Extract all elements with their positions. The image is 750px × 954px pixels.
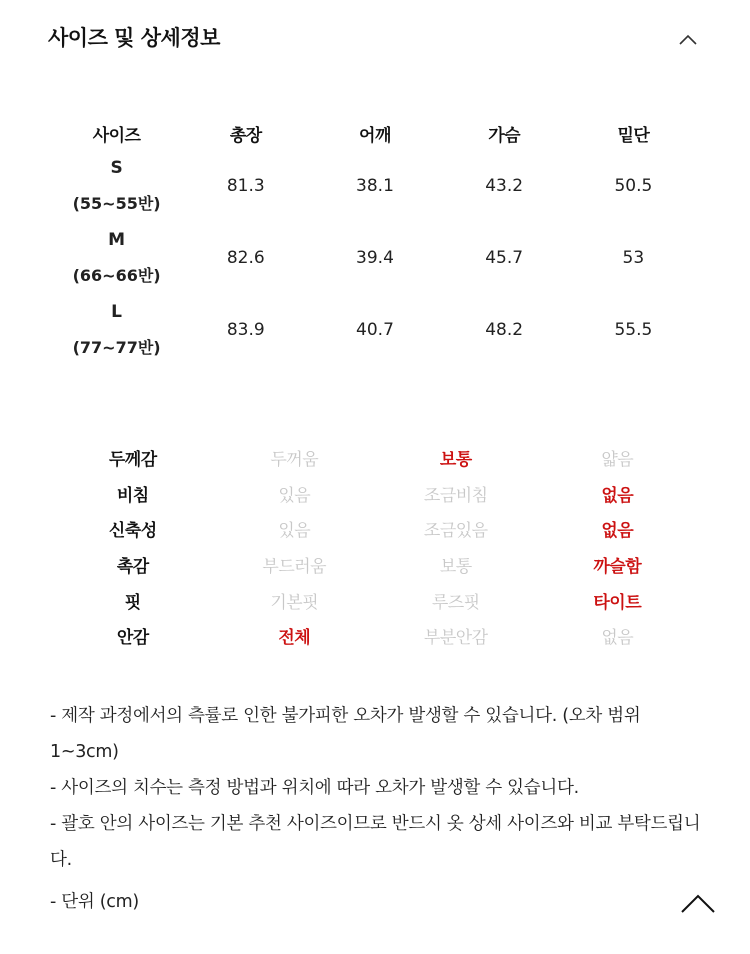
fabric-row-thickness [52, 440, 698, 476]
scroll-to-top-icon[interactable] [678, 888, 718, 918]
attribute-label: 촉감 [116, 557, 149, 578]
size-table-header-row [52, 116, 698, 150]
size-value: 43.2 [485, 176, 524, 196]
table-row [52, 150, 698, 222]
table-row [52, 294, 698, 366]
attribute-label: 두께감 [108, 450, 157, 471]
attribute-option: 부드러움 [262, 557, 327, 578]
attribute-option: 보통 [439, 450, 472, 471]
size-value: 38.1 [356, 176, 394, 196]
size-value: 55.5 [614, 320, 653, 340]
attribute-option: 두꺼움 [270, 450, 319, 471]
column-header-chest: 가슴 [488, 125, 521, 146]
attribute-option: 까슬함 [593, 557, 642, 578]
size-label: M [108, 230, 126, 250]
attribute-option: 있음 [278, 485, 311, 506]
size-value: 39.4 [356, 248, 394, 268]
size-name-cell [52, 150, 181, 222]
size-value: 83.9 [226, 320, 265, 340]
attribute-option: 보통 [439, 557, 472, 578]
attribute-option: 루즈핏 [431, 592, 480, 613]
attribute-option: 얇음 [601, 450, 634, 471]
size-range: (77~77반) [72, 338, 161, 357]
section-title: 사이즈 및 상세정보 [48, 26, 220, 50]
column-header-shoulder: 어깨 [359, 125, 391, 146]
size-value: 45.7 [485, 248, 524, 268]
attribute-label: 신축성 [108, 521, 157, 542]
size-value: 81.3 [226, 176, 265, 196]
column-header-length: 총장 [229, 125, 262, 146]
table-row [52, 222, 698, 294]
attribute-option: 부분안감 [423, 628, 488, 649]
attribute-option: 조금비침 [423, 485, 488, 506]
attribute-option: 있음 [278, 521, 311, 542]
attribute-label: 핏 [124, 592, 141, 613]
note-unit: - 단위 (cm) [50, 892, 139, 912]
column-header-hem: 밑단 [617, 125, 650, 146]
chevron-up-icon[interactable] [676, 28, 700, 52]
size-value: 82.6 [226, 248, 265, 268]
note-line: - 사이즈의 치수는 측정 방법과 위치에 따라 오차가 발생할 수 있습니다. [50, 778, 579, 798]
attribute-option: 없음 [601, 485, 634, 506]
note-line: - 괄호 안의 사이즈는 기본 추천 사이즈이므로 반드시 옷 상세 사이즈와 비교 부탁드립니다. [50, 814, 701, 870]
size-value: 53 [622, 248, 645, 268]
note-line: - 제작 과정에서의 측률로 인한 불가피한 오차가 발생할 수 있습니다. (오차 범위 1~3cm) [50, 706, 641, 762]
attribute-option: 타이트 [593, 592, 642, 613]
fabric-row-transparency [52, 476, 698, 512]
attribute-option: 없음 [601, 628, 634, 649]
fabric-row-lining [52, 618, 698, 654]
attribute-option: 조금있음 [423, 521, 488, 542]
fabric-row-fit [52, 582, 698, 618]
size-value: 40.7 [356, 320, 394, 340]
size-name-cell [52, 294, 181, 366]
section-header[interactable] [0, 0, 750, 80]
column-header-size: 사이즈 [92, 125, 141, 146]
size-label: S [110, 158, 123, 178]
fabric-row-stretch [52, 511, 698, 547]
size-range: (55~55반) [72, 194, 161, 213]
attribute-label: 안감 [116, 628, 149, 649]
attribute-option: 기본핏 [270, 592, 319, 613]
size-value: 50.5 [614, 176, 653, 196]
attribute-option: 전체 [278, 628, 311, 649]
size-range: (66~66반) [72, 266, 161, 285]
fabric-row-texture [52, 547, 698, 583]
size-name-cell [52, 222, 181, 294]
size-notes [50, 698, 710, 920]
attribute-label: 비침 [116, 485, 149, 506]
size-table [52, 116, 698, 366]
fabric-info-table [52, 440, 698, 654]
size-value: 48.2 [485, 320, 524, 340]
size-label: L [111, 302, 123, 322]
attribute-option: 없음 [601, 521, 634, 542]
